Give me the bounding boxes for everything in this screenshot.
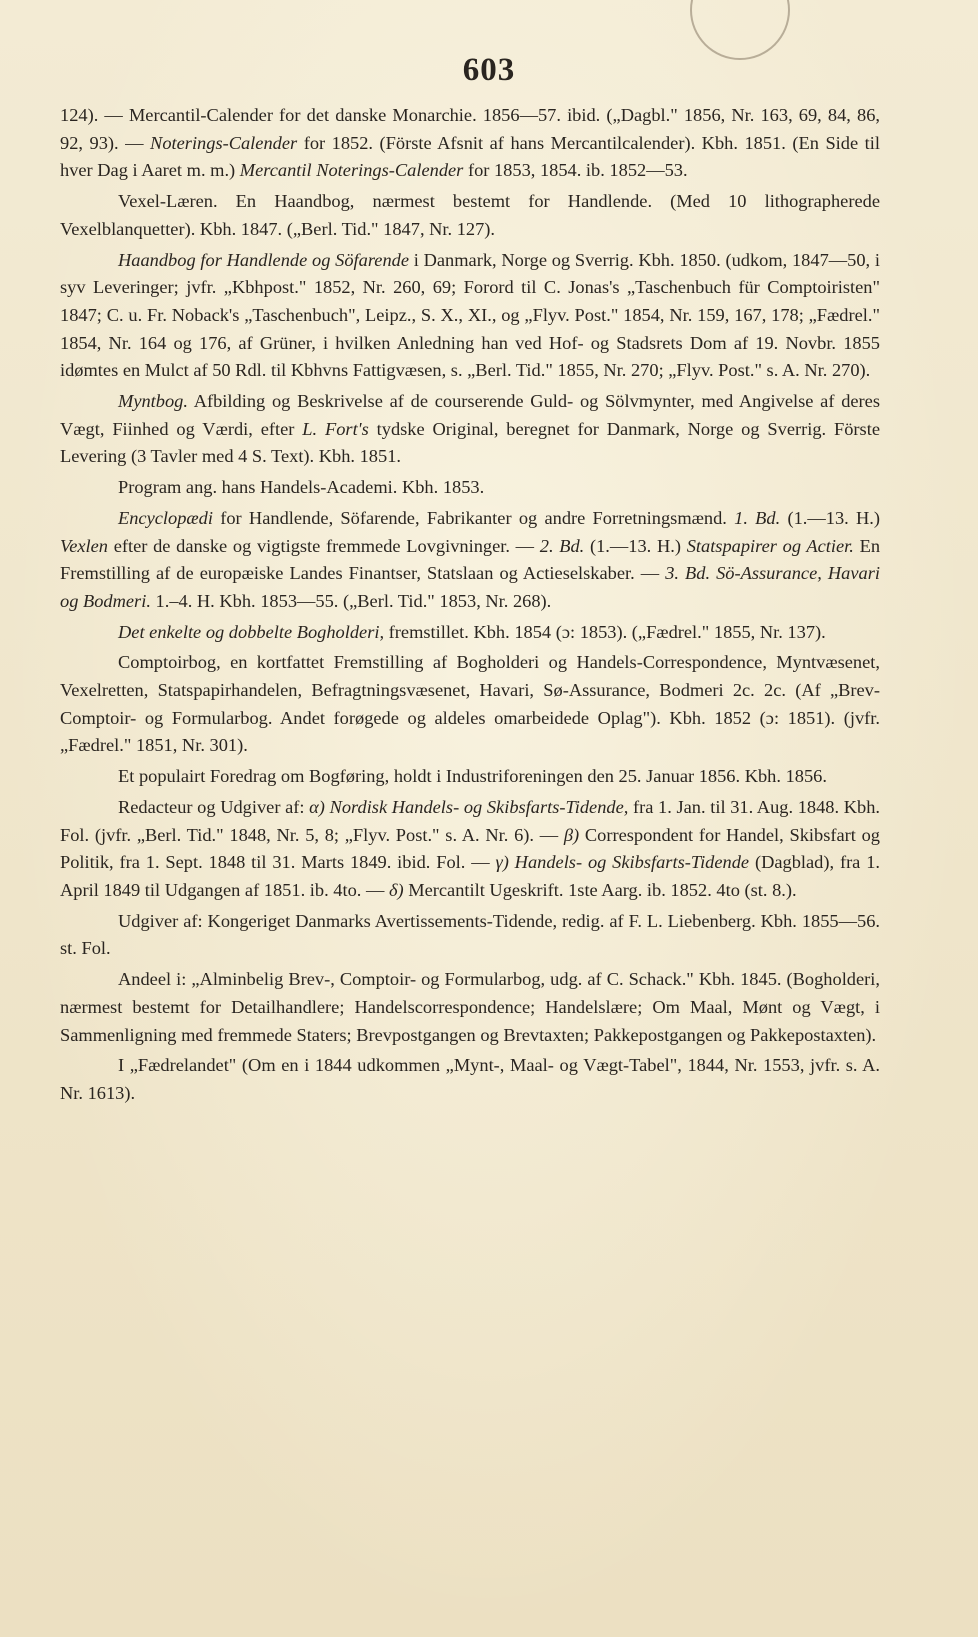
entry-text: fra 1. Jan. til 31. Aug. 1848. Kbh. Fol. (jvfr. „Berl. Tid." 1848, Nr. 5, 8; „Flyv. Post." s. A. Nr. 6). — — [60, 796, 880, 845]
entry-program — [60, 474, 880, 502]
entry-text: efter de danske og vigtigste fremmede Lovgivninger. — — [108, 535, 540, 556]
entry-comptoirbog — [60, 649, 880, 760]
entry-text: fremstillet. Kbh. 1854 (ɔ: 1853). („Fædrel." 1855, Nr. 137). — [384, 621, 826, 642]
entry-text: Et populairt Foredrag om Bogføring, holdt i Industriforeningen den 25. Januar 1856. Kbh. 1856. — [118, 766, 827, 787]
entry-text: (1.—13. H.) — [584, 535, 687, 556]
italic-title: 1. Bd. — [734, 507, 781, 528]
entry-text: Redacteur og Udgiver af: — [118, 796, 310, 817]
entry-text: Correspondent for Handel, Skibsfart og Politik, fra 1. Sept. 1848 til 31. Marts 1849. ibid. Fol. — — [60, 824, 880, 873]
entry-text: En Fremstilling af de europæiske Landes Finantser, Statslaan og Actieselskaber. — — [60, 535, 881, 584]
entry-text: for 1853, 1854. ib. 1852—53. — [463, 160, 688, 181]
entry-text: 124). — Mercantil-Calender for det danske Monarchie. 1856—57. ibid. („Dagbl." 1856, Nr. 163, 69, 84, 86, 92, 93). — — [60, 105, 880, 153]
italic-title: Mercantil Noterings-Calender — [239, 160, 464, 181]
italic-title: Statspapirer og Actier. — [686, 535, 854, 556]
entry-text: Comptoirbog, en kortfattet Fremstilling af Bogholderi og Handels-Correspondence, Myntvæsenet, Vexelretten, Statspapirhandelen, Befragtningsvæsenet, Havari, Sø-Assurance, Bodmeri 2c. 2c. (Af „Brev- Comptoir- og Formularbog. Andet forøgede og aldeles omarbeidede Oplag"). Kbh. 1852 (ɔ: 1851). (jvfr. „Fædrel." 1851, Nr. 301). — [60, 652, 880, 756]
entry-text: 1.–4. H. Kbh. 1853—55. („Berl. Tid." 1853, Nr. 268). — [150, 590, 552, 611]
entry-text: (1.—13. H.) — [780, 507, 880, 528]
entry-mercantil-calender — [60, 102, 880, 185]
entry-andeel — [60, 966, 880, 1049]
entry-text: Udgiver af: Kongeriget Danmarks Avertissements-Tidende, redig. af F. L. Liebenberg. Kbh. 1855—56. st. Fol. — [60, 910, 880, 959]
italic-title: Det enkelte og dobbelte Bogholderi, — [118, 621, 385, 642]
italic-title: Haandbog for Handlende og Söfarende — [118, 249, 410, 270]
entry-text: Andeel i: „Alminbelig Brev-, Comptoir- og Formularbog, udg. af C. Schack." Kbh. 1845. (Bogholderi, nærmest bestemt for Detailhandlere; Handelscorrespondence; Handelslære; Om Maal, Mønt og Vægt, i Sammenligning med fremmede Staters; Brevpostgangen og Brevtaxten; Pakkepostgangen og Pakkepostaxten). — [60, 969, 880, 1045]
italic-title: Myntbog. — [118, 391, 188, 412]
entry-text: Vexel-Læren. En Haandbog, nærmest bestemt for Handlende. (Med 10 lithographerede Vexelblanquetter). Kbh. 1847. („Berl. Tid." 1847, Nr. 127). — [60, 191, 880, 239]
entry-foredrag — [60, 763, 880, 791]
entry-encyclopaedi — [60, 505, 880, 616]
entry-faedrelandet — [60, 1052, 880, 1107]
bibliography-text — [60, 102, 880, 1111]
entry-text: tydske Original, beregnet for Danmark, Norge og Sverrig. Förste Levering (3 Tavler med 4 S. Text). Kbh. 1851. — [60, 418, 880, 467]
entry-myntbog — [60, 388, 880, 471]
italic-title: Vexlen — [60, 535, 108, 556]
entry-text: (Dagblad), fra 1. April 1849 til Udgangen af 1851. ib. 4to. — — [60, 852, 880, 900]
entry-haandbog — [60, 247, 880, 386]
entry-vexel-laeren — [60, 188, 880, 243]
entry-text: Mercantilt Ugeskrift. 1ste Aarg. ib. 1852. 4to (st. 8.). — [403, 879, 797, 900]
italic-title: 3. Bd. Sö-Assurance, Havari og Bodmeri. — [60, 563, 880, 611]
italic-title: α) Nordisk Handels- og Skibsfarts-Tidende, — [309, 796, 629, 817]
italic-title: γ) Handels- og Skibsfarts-Tidende — [495, 852, 750, 873]
binding-mark — [690, 0, 790, 60]
entry-text: for 1852. (Förste Afsnit af hans Mercantilcalender). Kbh. 1851. (En Side til hver Dag i Aaret m. m.) — [60, 132, 880, 181]
italic-title: Noterings-Calender — [150, 132, 298, 153]
entry-udgiver — [60, 908, 880, 963]
italic-title: Encyclopædi — [118, 507, 213, 528]
entry-text: for Handlende, Söfarende, Fabrikanter og andre Forretningsmænd. — [213, 507, 735, 528]
entry-text: I „Fædrelandet" (Om en i 1844 udkommen „Mynt-, Maal- og Vægt-Tabel", 1844, Nr. 1553, jvfr. s. A. Nr. 1613). — [60, 1055, 880, 1103]
italic-title: L. Fort's — [302, 418, 369, 439]
entry-text: Program ang. hans Handels-Academi. Kbh. 1853. — [118, 477, 485, 498]
italic-title: β) — [563, 824, 580, 845]
italic-title: 2. Bd. — [539, 535, 585, 556]
entry-text: Afbilding og Beskrivelse af de courserende Guld- og Sölvmynter, med Angivelse af deres Vægt, Fiinhed og Værdi, efter — [60, 391, 880, 439]
entry-text: i Danmark, Norge og Sverrig. Kbh. 1850. (udkom, 1847—50, i syv Leveringer; jvfr. „Kbhpost." 1852, Nr. 260, 69; Forord til C. Jonas's „Taschenbuch für Comptoiristen" 1847; C. u. Fr. Noback's „Taschenbuch", Leipz., S. X., XI., og „Flyv. Post." 1854, Nr. 159, 167, 178; „Fædrel." 1854, Nr. 164 og 176, af Grüner, i hvilken Anledning han ved Hof- og Stadsrets Dom af 19. Novbr. 1855 idømtes en Mulct af 50 Rdl. til Kbhvns Fattigvæsen, s. „Berl. Tid." 1855, Nr. 270; „Flyv. Post." s. A. Nr. 270). — [60, 249, 880, 381]
entry-bogholderi — [60, 619, 880, 647]
italic-title: δ) — [388, 879, 404, 900]
page-number: 603 — [462, 52, 516, 88]
entry-redacteur — [60, 794, 880, 905]
